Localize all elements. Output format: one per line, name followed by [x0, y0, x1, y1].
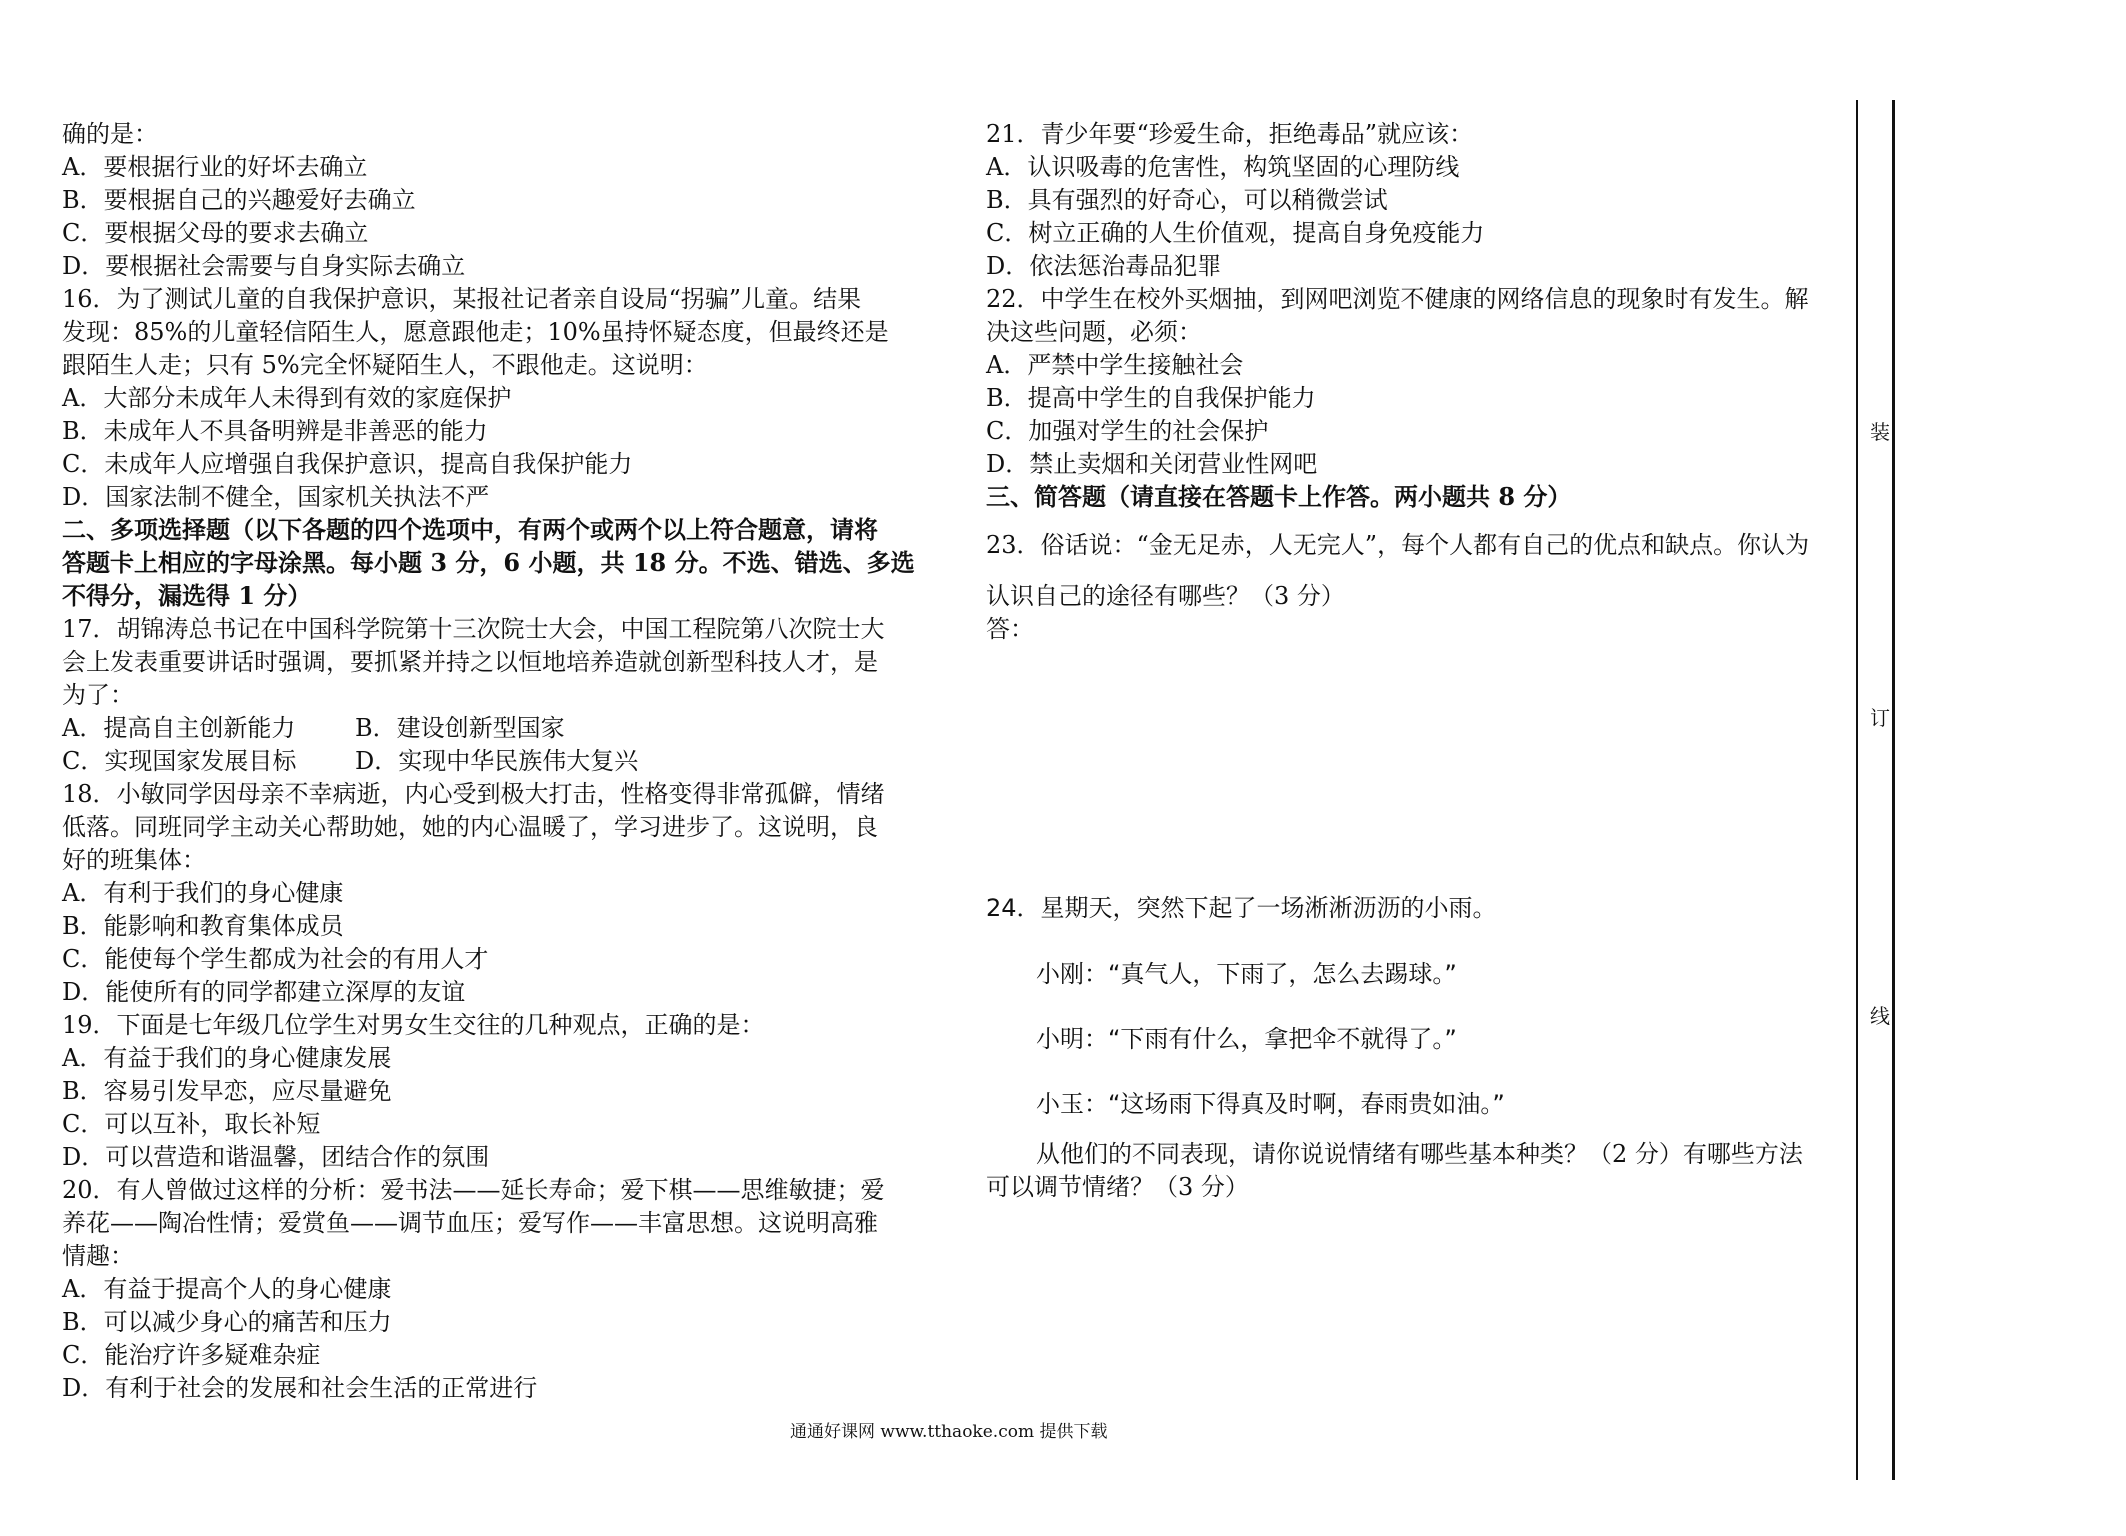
q15-option-d: D．要根据社会需要与自身实际去确立 — [62, 252, 466, 280]
binding-label-xian: 线 — [1870, 1004, 1890, 1028]
q18-option-d: D．能使所有的同学都建立深厚的友谊 — [62, 978, 466, 1006]
q19-option-c: C．可以互补，取长补短 — [62, 1110, 321, 1138]
q16-stem-line: 16．为了测试儿童的自我保护意识，某报社记者亲自设局“拐骗”儿童。结果 — [62, 285, 862, 313]
q21-option-a: A．认识吸毒的危害性，构筑坚固的心理防线 — [986, 153, 1460, 181]
q16-stem-line: 跟陌生人走；只有 5%完全怀疑陌生人，不跟他走。这说明： — [62, 351, 708, 379]
q24-intro: 24．星期天，突然下起了一场淅淅沥沥的小雨。 — [986, 894, 1497, 922]
q22-option-b: B．提高中学生的自我保护能力 — [986, 384, 1316, 412]
q20-stem-line: 情趣： — [62, 1242, 134, 1270]
q22-option-a: A．严禁中学生接触社会 — [986, 351, 1244, 379]
answer-label: 答： — [986, 615, 1034, 643]
q17-option-d: D．实现中华民族伟大复兴 — [355, 747, 639, 775]
q22-option-c: C．加强对学生的社会保护 — [986, 417, 1269, 445]
q15-stem-tail: 确的是： — [62, 120, 158, 148]
q20-option-d: D．有利于社会的发展和社会生活的正常进行 — [62, 1374, 538, 1402]
q16-option-a: A．大部分未成年人未得到有效的家庭保护 — [62, 384, 512, 412]
q24-dialogue-line: 小明：“下雨有什么，拿把伞不就得了。” — [1036, 1025, 1457, 1053]
section2-heading-line: 二、多项选择题（以下各题的四个选项中，有两个或两个以上符合题意，请将 — [62, 515, 878, 544]
q24-dialogue-line: 小刚：“真气人，下雨了，怎么去踢球。” — [1036, 960, 1457, 988]
section2-heading-line: 不得分，漏选得 1 分） — [62, 581, 312, 610]
q17-stem-line: 17．胡锦涛总书记在中国科学院第十三次院士大会，中国工程院第八次院士大 — [62, 615, 885, 643]
q16-stem-line: 发现：85%的儿童轻信陌生人，愿意跟他走；10%虽持怀疑态度，但最终还是 — [62, 318, 889, 346]
q15-option-c: C．要根据父母的要求去确立 — [62, 219, 369, 247]
q20-option-a: A．有益于提高个人的身心健康 — [62, 1275, 392, 1303]
q24-question-line: 从他们的不同表现，请你说说情绪有哪些基本种类？（2 分）有哪些方法 — [1036, 1140, 1803, 1168]
q15-option-b: B．要根据自己的兴趣爱好去确立 — [62, 186, 416, 214]
q22-option-d: D．禁止卖烟和关闭营业性网吧 — [986, 450, 1318, 478]
binding-label-ding: 订 — [1870, 706, 1890, 730]
q21-option-d: D．依法惩治毒品犯罪 — [986, 252, 1222, 280]
q17-option-b: B．建设创新型国家 — [355, 714, 565, 742]
q20-stem-line: 养花——陶冶性情；爱赏鱼——调节血压；爱写作——丰富思想。这说明高雅 — [62, 1209, 878, 1237]
q16-option-d: D．国家法制不健全，国家机关执法不严 — [62, 483, 490, 511]
q19-option-b: B．容易引发早恋，应尽量避免 — [62, 1077, 392, 1105]
section3-heading: 三、简答题（请直接在答题卡上作答。两小题共 8 分） — [986, 482, 1572, 511]
q20-option-c: C．能治疗许多疑难杂症 — [62, 1341, 321, 1369]
q21-option-c: C．树立正确的人生价值观，提高自身免疫能力 — [986, 219, 1485, 247]
q18-option-a: A．有利于我们的身心健康 — [62, 879, 344, 907]
q18-stem-line: 18．小敏同学因母亲不幸病逝，内心受到极大打击，性格变得非常孤僻，情绪 — [62, 780, 885, 808]
q17-stem-line: 会上发表重要讲话时强调，要抓紧并持之以恒地培养造就创新型科技人才，是 — [62, 648, 878, 676]
q17-stem-line: 为了： — [62, 681, 134, 709]
q19-stem-line: 19．下面是七年级几位学生对男女生交往的几种观点，正确的是： — [62, 1011, 765, 1039]
q15-option-a: A．要根据行业的好坏去确立 — [62, 153, 368, 181]
q24-question-line: 可以调节情绪？（3 分） — [986, 1173, 1249, 1201]
q24-dialogue-line: 小玉：“这场雨下得真及时啊，春雨贵如油。” — [1036, 1090, 1505, 1118]
q16-option-c: C．未成年人应增强自我保护意识，提高自我保护能力 — [62, 450, 633, 478]
q23-stem-line: 23．俗话说：“金无足赤，人无完人”，每个人都有自己的优点和缺点。你认为 — [986, 531, 1810, 559]
q21-stem-line: 21．青少年要“珍爱生命，拒绝毒品”就应该： — [986, 120, 1474, 148]
q18-stem-line: 低落。同班同学主动关心帮助她，她的内心温暖了，学习进步了。这说明，良 — [62, 813, 878, 841]
q18-option-c: C．能使每个学生都成为社会的有用人才 — [62, 945, 489, 973]
q22-stem-line: 决这些问题，必须： — [986, 318, 1202, 346]
q21-option-b: B．具有强烈的好奇心，可以稍微尝试 — [986, 186, 1388, 214]
q17-option-c: C．实现国家发展目标 — [62, 747, 297, 775]
q16-option-b: B．未成年人不具备明辨是非善恶的能力 — [62, 417, 488, 445]
q18-stem-line: 好的班集体： — [62, 846, 206, 874]
binding-label-zhuang: 装 — [1870, 420, 1890, 444]
q20-option-b: B．可以减少身心的痛苦和压力 — [62, 1308, 392, 1336]
q19-option-a: A．有益于我们的身心健康发展 — [62, 1044, 392, 1072]
binding-rule-inner — [1856, 100, 1858, 1480]
q20-stem-line: 20．有人曾做过这样的分析：爱书法——延长寿命；爱下棋——思维敏捷；爱 — [62, 1176, 885, 1204]
q22-stem-line: 22．中学生在校外买烟抽，到网吧浏览不健康的网络信息的现象时有发生。解 — [986, 285, 1809, 313]
q18-option-b: B．能影响和教育集体成员 — [62, 912, 344, 940]
binding-rule-outer — [1892, 100, 1895, 1480]
q17-option-a: A．提高自主创新能力 — [62, 714, 296, 742]
q19-option-d: D．可以营造和谐温馨，团结合作的氛围 — [62, 1143, 490, 1171]
section2-heading-line: 答题卡上相应的字母涂黑。每小题 3 分，6 小题，共 18 分。不选、错选、多选 — [62, 548, 915, 577]
page-footer: 通通好课网 www.tthaoke.com 提供下载 — [790, 1422, 1108, 1442]
q23-stem-line: 认识自己的途径有哪些？（3 分） — [986, 582, 1345, 610]
